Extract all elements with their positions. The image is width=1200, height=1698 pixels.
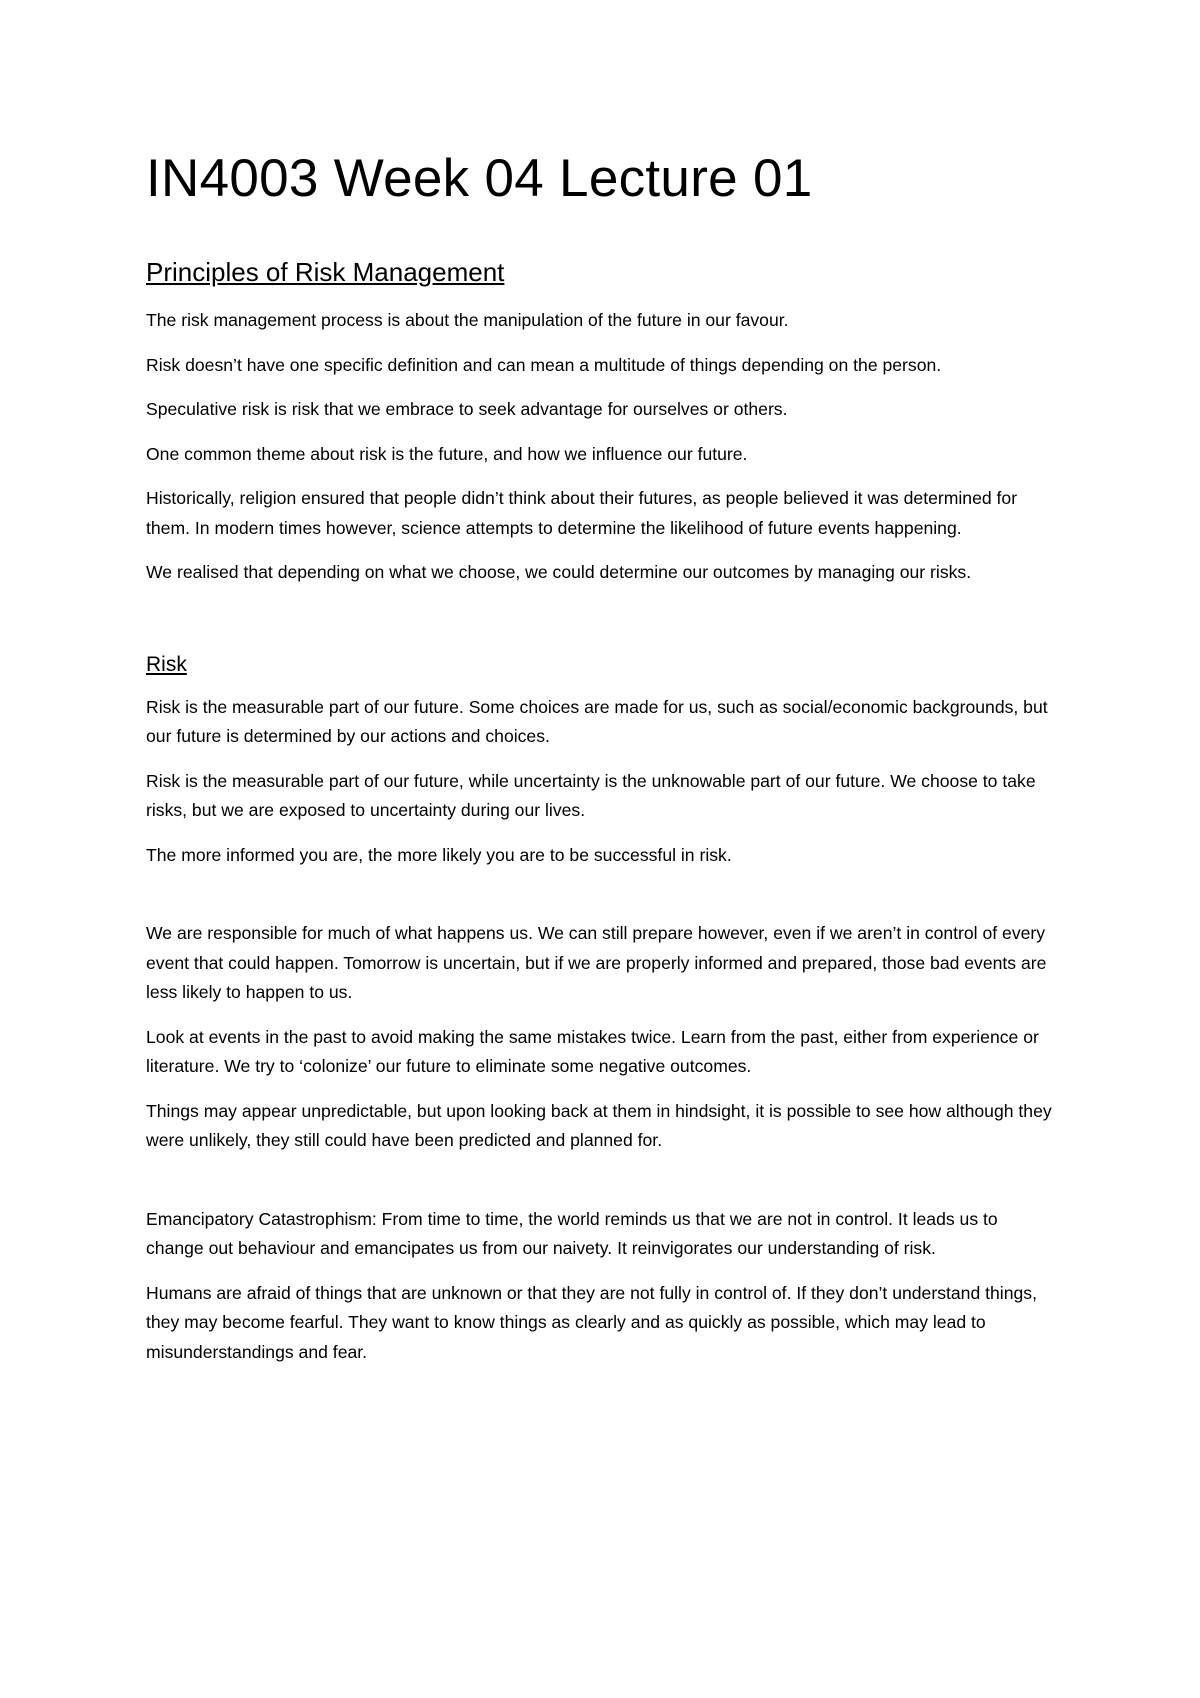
paragraph: Risk doesn’t have one specific definition and can mean a multitude of things depending on the person. — [146, 354, 942, 375]
spacer — [146, 1171, 1056, 1205]
paragraph: Risk is the measurable part of our future. Some choices are made for us, such as social/economic backgrounds, but our future is determined by our actions and choices. — [146, 696, 1048, 746]
paragraph: Historically, religion ensured that people didn’t think about their futures, as people believed it was determined for them. In modern times however, science attempts to determine the likelihood of future events happening. — [146, 488, 1018, 538]
paragraph: Look at events in the past to avoid making the same mistakes twice. Learn from the past, either from experience or literature. We try to ‘colonize’ our future to eliminate some negative outcomes. — [146, 1026, 1039, 1076]
spacer — [146, 885, 1056, 919]
paragraph: The more informed you are, the more likely you are to be successful in risk. — [146, 844, 732, 865]
paragraph: Things may appear unpredictable, but upon looking back at them in hindsight, it is possible to see how although they were unlikely, they still could have been predicted and planned for. — [146, 1100, 1052, 1150]
spacer — [146, 603, 1056, 651]
paragraph: We are responsible for much of what happens us. We can still prepare however, even if we aren’t in control of every event that could happen. Tomorrow is uncertain, but if we are properly informed and prepared, those bad events are less likely to happen to us. — [146, 923, 1047, 1002]
paragraph: Humans are afraid of things that are unknown or that they are not fully in control of. If they don’t understand things, they may become fearful. They want to know things as clearly and as quickly as possible, which may lead to misunderstandings and fear. — [146, 1282, 1037, 1362]
document-title: IN4003 Week 04 Lecture 01 — [146, 149, 813, 208]
paragraph: Speculative risk is risk that we embrace to seek advantage for ourselves or others. — [146, 399, 788, 419]
section-heading-risk: Risk — [146, 652, 187, 676]
paragraph: Risk is the measurable part of our future, while uncertainty is the unknowable part of our future. We choose to take risks, but we are exposed to uncertainty during our lives. — [146, 770, 1036, 820]
section-heading-principles: Principles of Risk Management — [146, 257, 505, 287]
paragraph: The risk management process is about the manipulation of the future in our favour. — [146, 310, 789, 330]
paragraph: Emancipatory Catastrophism: From time to time, the world reminds us that we are not in control. It leads us to change out behaviour and emancipates us from our naivety. It reinvigorates our understanding of risk. — [146, 1208, 998, 1258]
paragraph: We realised that depending on what we choose, we could determine our outcomes by managing our risks. — [146, 562, 972, 582]
document-body — [146, 148, 1056, 1382]
paragraph: One common theme about risk is the future, and how we influence our future. — [146, 443, 748, 464]
